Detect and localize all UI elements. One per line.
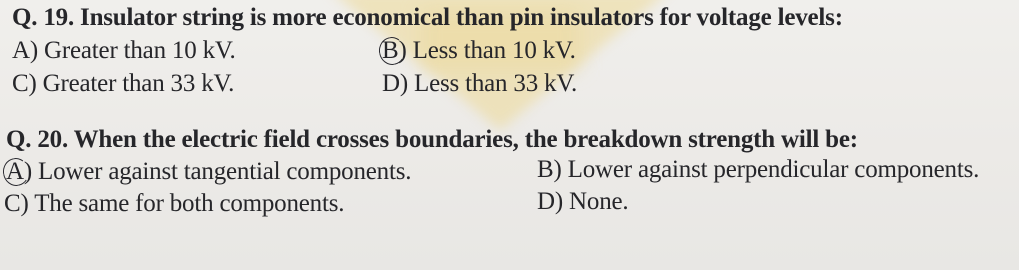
q20-option-d-letter: D: [537, 188, 555, 215]
q20-option-a-text: ) Lower against tangential components.: [23, 158, 412, 185]
q20-option-a: [6, 158, 411, 186]
q19-option-b-selected-circle: [382, 37, 398, 65]
q19-option-b-letter: B: [382, 37, 399, 64]
q20-option-c: [4, 190, 344, 218]
q19-option-b: [382, 37, 576, 65]
q20-option-d-text: ) None.: [554, 188, 629, 215]
q19-option-c: [12, 70, 234, 98]
q19-option-c-text: ) Greater than 33 kV.: [28, 70, 235, 97]
q19-option-a-letter: A: [12, 37, 30, 64]
q20-option-a-selected-circle: [6, 158, 24, 186]
q19-question-text: Q. 19. Insulator string is more economical than pin insulators for voltage levels:: [12, 4, 843, 31]
q20-question: [6, 126, 858, 154]
q20-option-c-letter: C: [4, 190, 21, 217]
q20-option-b-letter: B: [537, 156, 554, 183]
q20-option-b-text: ) Lower against perpendicular components.: [553, 156, 980, 183]
q20-option-d: [537, 188, 628, 216]
q19-option-d-text: ) Less than 33 kV.: [399, 70, 578, 97]
q19-option-a-text: ) Greater than 10 kV.: [29, 37, 236, 64]
q20-option-a-letter: A: [6, 158, 24, 185]
q19-option-c-letter: C: [12, 70, 29, 97]
q20-option-c-text: ) The same for both components.: [20, 190, 345, 217]
q20-option-b: [537, 156, 979, 184]
q20-question-text: Q. 20. When the electric field crosses boundaries, the breakdown strength will be:: [6, 126, 858, 153]
q19-question: [12, 4, 843, 32]
q19-option-b-text: ) Less than 10 kV.: [398, 37, 576, 64]
q19-option-d-letter: D: [382, 70, 400, 97]
q19-option-d: [382, 70, 577, 98]
q19-option-a: [12, 37, 236, 65]
